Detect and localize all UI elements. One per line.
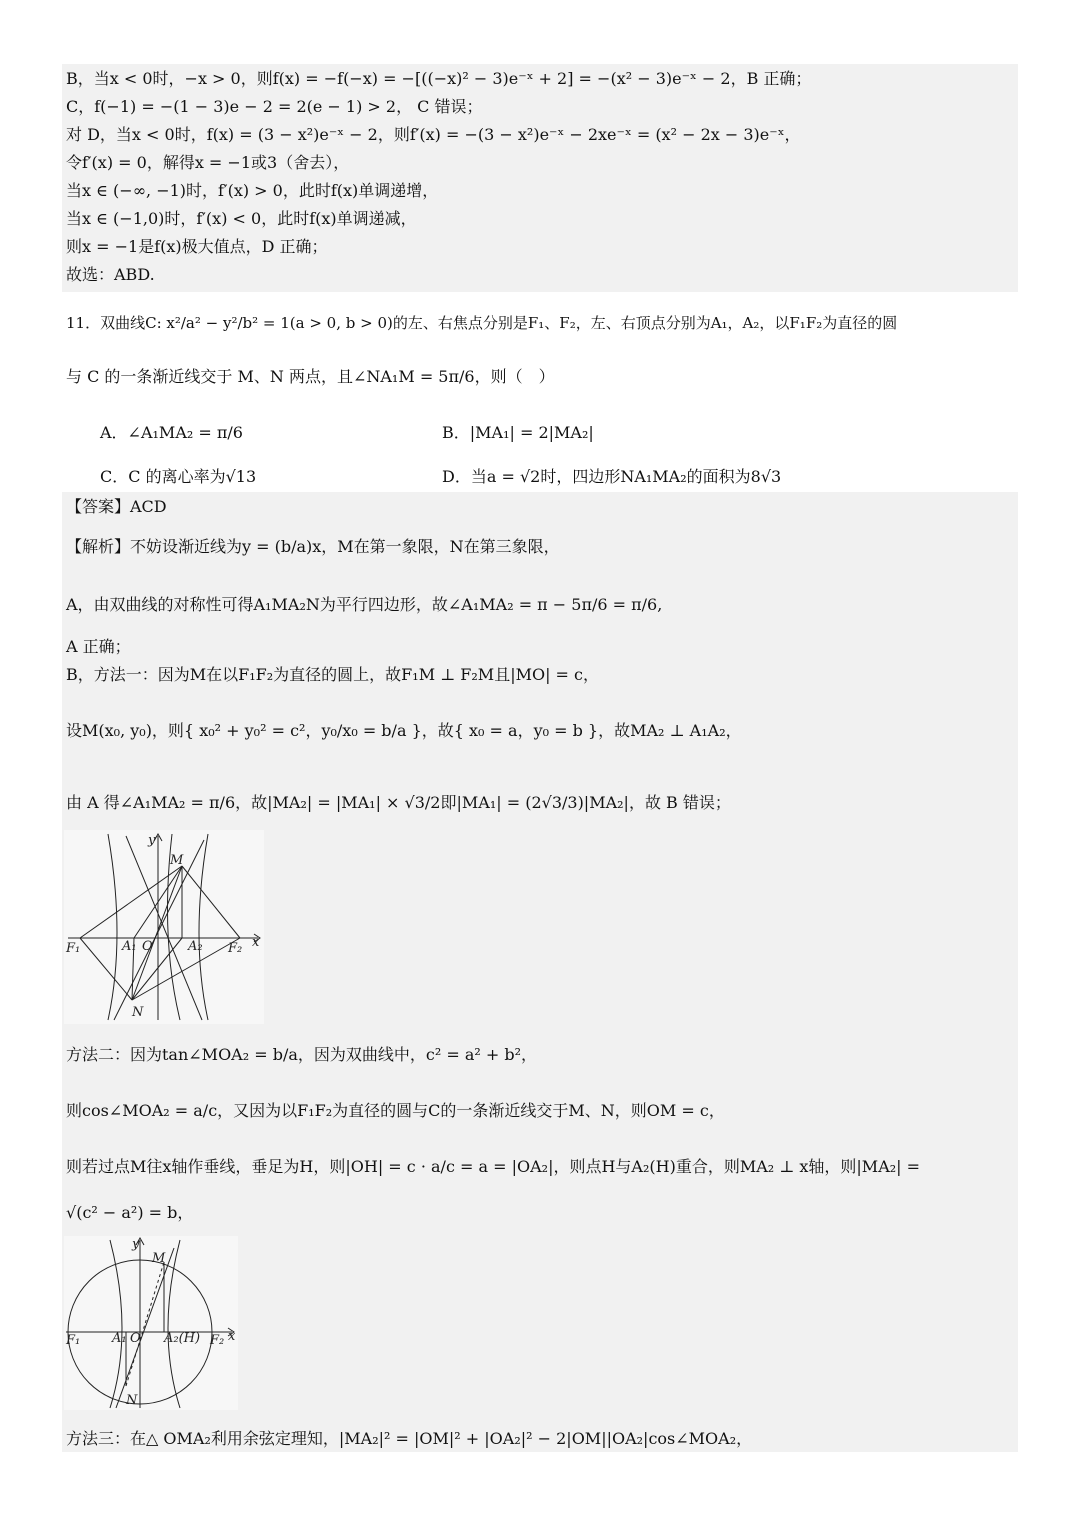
segment-m-n xyxy=(132,866,182,1000)
option-c: C．C 的离心率为√13 xyxy=(100,467,257,486)
label-m: M xyxy=(152,1251,166,1266)
label-a1: A₁ xyxy=(112,1331,127,1346)
segment-f2-m xyxy=(182,866,240,938)
option-a-analysis: A，由双曲线的对称性可得A₁MA₂N为平行四边形，故∠A₁MA₂ = π − 5π/6 = π/6, xyxy=(66,595,663,614)
method-two-line2: 则cos∠MOA₂ = a/c，又因为以F₁F₂为直径的圆与C的一条渐近线交于M、N，则OM = c， xyxy=(66,1101,725,1120)
asymptote-line-2 xyxy=(126,836,202,1020)
asymptote-line xyxy=(116,1248,174,1408)
segment-f1-m xyxy=(80,866,182,938)
option-b-method-one: B，方法一：因为M在以F₁F₂为直径的圆上，故F₁M ⊥ F₂M且|MO| = c， xyxy=(66,665,600,684)
hyperbola-right-branch xyxy=(199,834,208,1020)
prev-solution-line: 故选：ABD. xyxy=(66,265,155,284)
hyperbola-figure-1 xyxy=(64,830,264,1024)
option-d: D．当a = √2时，四边形NA₁MA₂的面积为8√3 xyxy=(442,467,782,486)
answer-line: 【答案】ACD xyxy=(66,497,167,516)
label-o: O xyxy=(130,1331,141,1346)
prev-solution-line: 令f′(x) = 0，解得x = −1或3（舍去）， xyxy=(66,153,350,172)
question-stem-line1: 11．双曲线C: x²/a² − y²/b² = 1(a > 0, b > 0)的左、右焦点分别是F₁、F₂，左、右顶点分别为A₁，A₂，以F₁F₂为直径的圆 xyxy=(66,314,898,332)
prev-solution-line: 当x ∈ (−1,0)时，f′(x) < 0，此时f(x)单调递减， xyxy=(66,209,417,228)
analysis-line: 【解析】不妨设渐近线为y = (b/a)x，M在第一象限，N在第三象限， xyxy=(66,537,560,556)
method-two-line3: 则若过点M往x轴作垂线，垂足为H，则|OH| = c · a/c = a = |OA₂|，则点H与A₂(H)重合，则MA₂ ⊥ x轴，则|MA₂| = xyxy=(66,1157,921,1176)
hyperbola-left-branch xyxy=(110,1240,122,1408)
hyperbola-figure-2 xyxy=(64,1236,238,1410)
prev-solution-line: C，f(−1) = −(1 − 3)e − 2 = 2(e − 1) > 2， C 错误； xyxy=(66,97,483,116)
label-f1: F₁ xyxy=(66,941,81,956)
label-o: O xyxy=(142,939,153,954)
option-b-system: 设M(x₀, y₀)，则{ x₀² + y₀² = c²，y₀/x₀ = b/a }，故{ x₀ = a，y₀ = b }，故MA₂ ⊥ A₁A₂， xyxy=(66,721,742,740)
label-x: x xyxy=(252,935,260,950)
label-a2: A₂ xyxy=(188,939,203,954)
prev-solution-line: 则x = −1是f(x)极大值点，D 正确； xyxy=(66,237,328,256)
label-n: N xyxy=(132,1005,144,1020)
label-a2-h: A₂(H) xyxy=(164,1331,201,1346)
label-f2: F₂ xyxy=(210,1333,225,1348)
option-a-verdict: A 正确； xyxy=(66,637,131,656)
label-y: y xyxy=(132,1237,140,1252)
prev-solution-line: B，当x < 0时，−x > 0，则f(x) = −f(−x) = −[((−x)² − 3)e⁻ˣ + 2] = −(x² − 3)e⁻ˣ − 2，B 正确； xyxy=(66,69,812,88)
label-a1: A₁ xyxy=(122,939,137,954)
method-two-line4: √(c² − a²) = b， xyxy=(66,1203,194,1222)
label-y: y xyxy=(148,833,156,848)
method-two-line1: 方法二：因为tan∠MOA₂ = b/a，因为双曲线中，c² = a² + b²， xyxy=(66,1045,538,1064)
method-three-line: 方法三：在△ OMA₂利用余弦定理知，|MA₂|² = |OM|² + |OA₂|² − 2|OM||OA₂|cos∠MOA₂， xyxy=(66,1429,753,1448)
option-a: A．∠A₁MA₂ = π/6 xyxy=(100,423,243,442)
option-b: B．|MA₁| = 2|MA₂| xyxy=(442,423,594,442)
label-f2: F₂ xyxy=(228,941,243,956)
figure-2-svg xyxy=(64,1236,238,1410)
label-x: x xyxy=(228,1329,236,1344)
label-m: M xyxy=(170,853,184,868)
label-f1: F₁ xyxy=(66,1333,81,1348)
label-n: N xyxy=(126,1393,138,1408)
prev-solution-line: 当x ∈ (−∞, −1)时，f′(x) > 0，此时f(x)单调递增， xyxy=(66,181,439,200)
dashed-line-n-m xyxy=(126,1262,164,1386)
prev-solution-line: 对 D，当x < 0时，f(x) = (3 − x²)e⁻ˣ − 2，则f′(x) = −(3 − x²)e⁻ˣ − 2xe⁻ˣ = (x² − 2x − 3)e⁻ˣ， xyxy=(66,125,801,144)
option-b-result: 由 A 得∠A₁MA₂ = π/6，故|MA₂| = |MA₁| × √3/2即|MA₁| = (2√3/3)|MA₂|，故 B 错误； xyxy=(66,793,731,812)
question-stem-line2: 与 C 的一条渐近线交于 M、N 两点，且∠NA₁M = 5π/6，则（ ） xyxy=(66,367,555,386)
figure-1-svg xyxy=(64,830,264,1024)
hyperbola-right-branch xyxy=(168,1240,180,1408)
hyperbola-left-branch xyxy=(108,834,117,1020)
